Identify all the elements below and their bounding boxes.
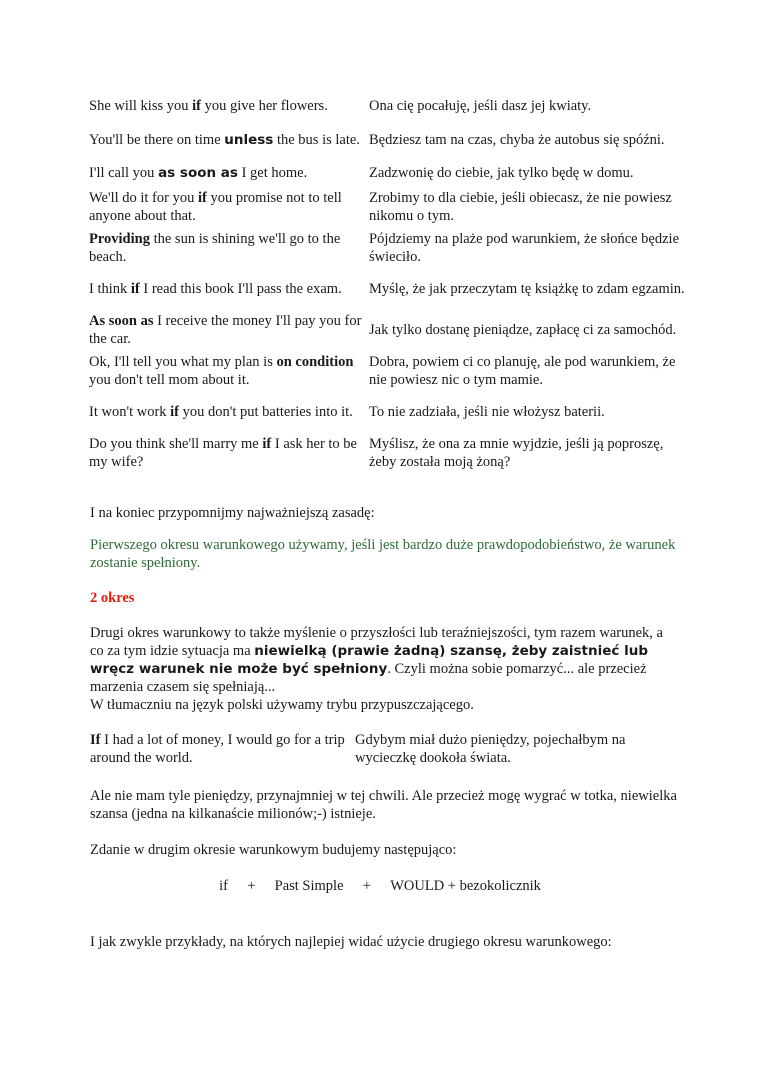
second-conditional-formula bbox=[0, 877, 760, 895]
example-row bbox=[89, 351, 689, 392]
example-row bbox=[89, 161, 689, 187]
formula-would-infinitive: WOULD + bezokolicznik bbox=[390, 878, 541, 894]
example-english bbox=[89, 392, 369, 433]
conditional-keyword: if bbox=[197, 190, 207, 206]
if-word: If bbox=[90, 732, 101, 748]
example-polish: Dobra, powiem ci co planuję, ale pod warunkiem, że nie powiesz nic o tym mamie. bbox=[369, 354, 676, 388]
example-english bbox=[89, 310, 369, 351]
conditional-keyword: if bbox=[130, 280, 140, 297]
example-pl: Gdybym miał dużo pieniędzy, pojechałbym na wycieczkę dookoła świata. bbox=[355, 732, 626, 766]
example-en-rest: I had a lot of money, I would go for a trip around the world. bbox=[90, 732, 345, 766]
example-english bbox=[89, 228, 369, 269]
formula-if: if bbox=[219, 878, 228, 894]
example-row bbox=[89, 433, 689, 474]
example-row bbox=[89, 187, 689, 228]
example-english bbox=[89, 433, 369, 474]
conditional-keyword: As soon as bbox=[89, 313, 154, 329]
example-english bbox=[89, 351, 369, 392]
second-conditional-intro bbox=[90, 624, 680, 714]
example-row bbox=[89, 228, 689, 269]
conditional-keyword: unless bbox=[224, 131, 274, 148]
first-conditional-examples-table bbox=[89, 94, 689, 474]
example-polish: Zadzwonię do ciebie, jak tylko będę w domu. bbox=[369, 165, 634, 182]
example-english bbox=[89, 94, 369, 120]
example-polish: Myślisz, że ona za mnie wyjdzie, jeśli ją poproszę, żeby została moją żoną? bbox=[369, 436, 664, 470]
example-text: I read this book I'll pass the exam. bbox=[139, 280, 342, 297]
example-english bbox=[89, 187, 369, 228]
example-polish: Pójdziemy na plaże pod warunkiem, że słońce będzie świeciło. bbox=[369, 231, 680, 265]
example-english bbox=[89, 161, 369, 187]
example-english bbox=[89, 269, 369, 310]
structure-intro: Zdanie w drugim okresie warunkowym budujemy następująco: bbox=[90, 842, 457, 858]
conditional-keyword: if bbox=[170, 403, 180, 420]
example-text: you don't put batteries into it. bbox=[179, 403, 353, 420]
conditional-keyword: Providing bbox=[89, 231, 150, 247]
formula-past-simple: Past Simple bbox=[274, 878, 344, 894]
example-row bbox=[89, 94, 689, 120]
example-polish: Jak tylko dostanę pieniądze, zapłacę ci za samochód. bbox=[369, 321, 677, 338]
example-text: Ok, I'll tell you what my plan is bbox=[89, 354, 277, 370]
example-text: You'll be there on time bbox=[89, 131, 225, 148]
example-text: the bus is late. bbox=[273, 131, 360, 148]
example-polish: Będziesz tam na czas, chyba że autobus się spóźni. bbox=[369, 131, 665, 148]
example-row bbox=[89, 392, 689, 433]
example-english bbox=[89, 120, 369, 161]
example-row bbox=[89, 269, 689, 310]
example-polish: To nie zadziała, jeśli nie włożysz baterii. bbox=[369, 403, 605, 420]
reminder-intro: I na koniec przypomnijmy najważniejszą zasadę: bbox=[90, 505, 375, 521]
example-text: She will kiss you bbox=[89, 98, 193, 115]
example-polish: Myślę, że jak przeczytam tę książkę to zdam egzamin. bbox=[369, 280, 685, 297]
example-en bbox=[90, 731, 355, 767]
example-polish: Zrobimy to dla ciebie, jeśli obiecasz, że nie powiesz nikomu o tym. bbox=[369, 190, 672, 224]
example-row bbox=[89, 120, 689, 161]
example-text: I get home. bbox=[237, 165, 308, 182]
conditional-keyword: if bbox=[192, 98, 201, 115]
formula-plus-1: + bbox=[247, 878, 256, 894]
example-text: We'll do it for you bbox=[89, 190, 198, 206]
example-text: I ask her to be my wife? bbox=[89, 436, 357, 470]
conditional-keyword: as soon as bbox=[158, 165, 238, 182]
first-conditional-rule: Pierwszego okresu warunkowego używamy, jeśli jest bardzo duże prawdopodobieństwo, że warunek zostanie spełniony. bbox=[90, 537, 676, 571]
example-text: the sun is shining we'll go to the beach. bbox=[89, 231, 341, 265]
conditional-keyword: on condition bbox=[276, 354, 354, 370]
second-conditional-example bbox=[90, 731, 680, 767]
formula-plus-2: + bbox=[362, 878, 371, 894]
example-text: I think bbox=[89, 280, 131, 297]
example-text: you don't tell mom about it. bbox=[89, 371, 250, 388]
section-heading-2-okres: 2 okres bbox=[90, 590, 135, 606]
conditional-keyword: if bbox=[262, 436, 272, 452]
example-text: Do you think she'll marry me bbox=[89, 436, 263, 452]
chance-explanation: Ale nie mam tyle pieniędzy, przynajmniej w tej chwili. Ale przecież mogę wygrać w totka, niewielka szansa (jedna na kilkanaście milionów;-) istnieje. bbox=[90, 788, 677, 822]
example-text: you give her flowers. bbox=[200, 98, 328, 115]
intro-text-a: Drugi okres warunkowy to także myślenie o przyszłości lub teraźniejszości, tym razem warunek, a co za tym idzie sytuacja ma bbox=[90, 625, 663, 659]
example-text: you promise not to tell anyone about that. bbox=[89, 190, 342, 224]
example-text: I'll call you bbox=[89, 165, 159, 182]
example-polish: Ona cię pocałuję, jeśli dasz jej kwiaty. bbox=[369, 98, 592, 115]
example-text: It won't work bbox=[89, 403, 171, 420]
example-row bbox=[89, 310, 689, 351]
example-text: I receive the money I'll pay you for the car. bbox=[89, 313, 362, 347]
intro-text-b: . Czyli można sobie pomarzyć... ale przecież marzenia czasem się spełniają... bbox=[90, 661, 647, 695]
intro-text-c: W tłumaczniu na język polski używamy trybu przypuszczającego. bbox=[90, 697, 474, 713]
examples-intro: I jak zwykle przykłady, na których najlepiej widać użycie drugiego okresu warunkowego: bbox=[90, 934, 612, 950]
intro-text-bold: niewielką (prawie żadną) szansę, żeby zaistnieć lub wręcz warunek nie może być spełniony bbox=[90, 643, 649, 677]
